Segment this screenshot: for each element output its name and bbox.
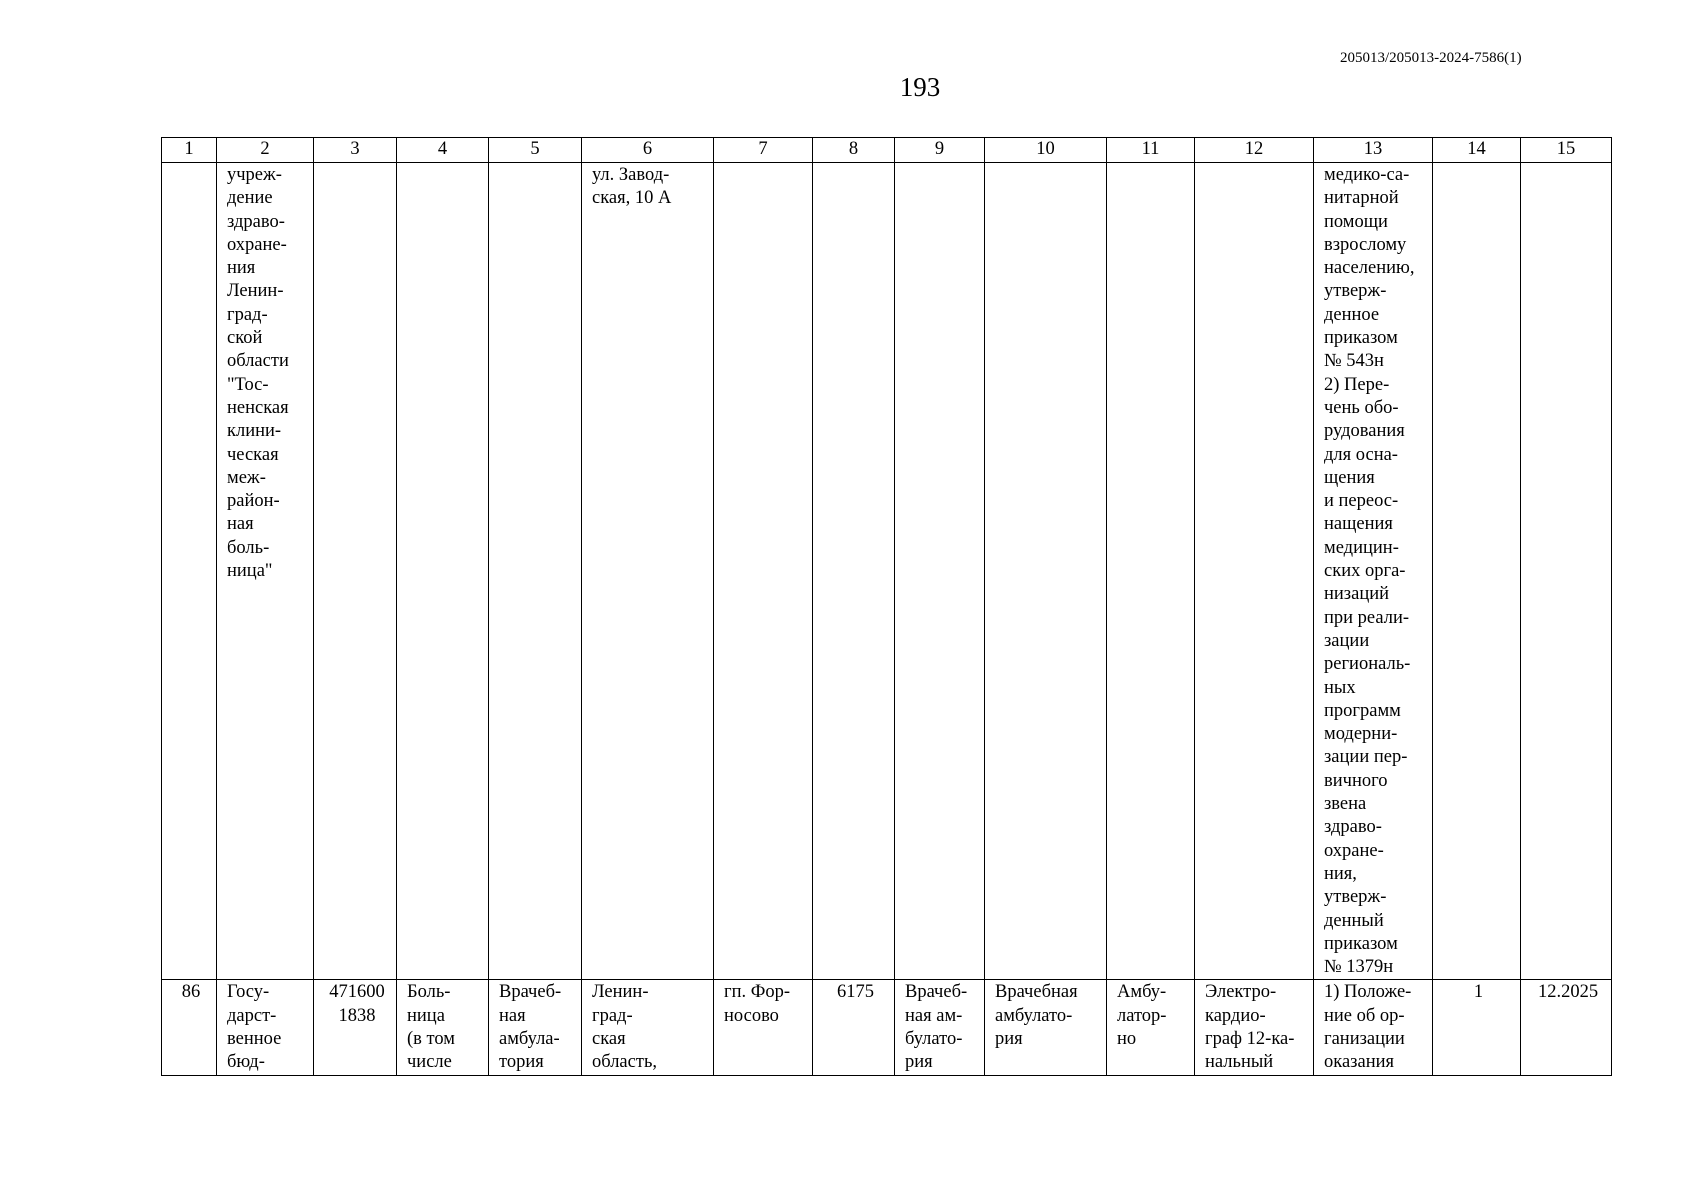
table-cell-code: 471600 1838 (314, 980, 397, 1075)
table-cell (489, 163, 582, 980)
column-header: 10 (985, 138, 1107, 163)
table-cell-basis: медико-са- нитарной помощи взрослому населению, утверж- денное приказом № 543н 2) Пере- чень обо- рудования для осна- щения и переос- нащения медицин- ских орга- низаций при реали- зации региональ- ных программ модерни- зации пер- вичного звена здраво- охране- ния, утверж- денный приказом № 1379н (1314, 163, 1433, 980)
column-header: 1 (162, 138, 217, 163)
table-cell: 6175 (813, 980, 895, 1075)
table-cell-address: Ленин- град- ская область, (582, 980, 714, 1075)
page-number: 193 (899, 72, 941, 102)
table-row-86 (162, 980, 1612, 1075)
table-cell-equipment: Электро- кардио- граф 12-ка- нальный (1195, 980, 1314, 1075)
column-header: 15 (1521, 138, 1612, 163)
column-header: 7 (714, 138, 813, 163)
table-cell: гп. Фор- носово (714, 980, 813, 1075)
column-header: 13 (1314, 138, 1433, 163)
table-row-continued (162, 163, 1612, 980)
table-cell: Амбу- латор- но (1107, 980, 1195, 1075)
table-cell: Боль- ница (в том числе (397, 980, 489, 1075)
table-cell-organization: Госу- дарст- венное бюд- (217, 980, 314, 1075)
data-table (161, 137, 1612, 1076)
table-cell-number: 86 (162, 980, 217, 1075)
table-cell-basis: 1) Положе- ние об ор- ганизации оказания (1314, 980, 1433, 1075)
table-cell (314, 163, 397, 980)
column-header: 14 (1433, 138, 1521, 163)
table-cell: Врачебная амбулато- рия (985, 980, 1107, 1075)
table-cell-address: ул. Завод- ская, 10 А (582, 163, 714, 980)
table-cell (1195, 163, 1314, 980)
column-header: 12 (1195, 138, 1314, 163)
table-cell: Врачеб- ная ам- булато- рия (895, 980, 985, 1075)
column-header: 4 (397, 138, 489, 163)
table-cell-quantity: 1 (1433, 980, 1521, 1075)
table-cell (1433, 163, 1521, 980)
table-cell (397, 163, 489, 980)
table-cell (1107, 163, 1195, 980)
column-header: 2 (217, 138, 314, 163)
table-cell-date: 12.2025 (1521, 980, 1612, 1075)
column-header: 3 (314, 138, 397, 163)
table-cell-organization: учреж- дение здраво- охране- ния Ленин- град- ской области "Тос- ненская клини- ческая меж- район- ная боль- ница" (217, 163, 314, 980)
table-cell (162, 163, 217, 980)
column-header: 5 (489, 138, 582, 163)
document-reference-number: 205013/205013-2024-7586(1) (1340, 50, 1522, 66)
column-number-header-row (162, 138, 1612, 163)
table-cell (1521, 163, 1612, 980)
table-cell: Врачеб- ная амбула- тория (489, 980, 582, 1075)
column-header: 9 (895, 138, 985, 163)
column-header: 11 (1107, 138, 1195, 163)
table-cell (813, 163, 895, 980)
column-header: 6 (582, 138, 714, 163)
table-cell (895, 163, 985, 980)
column-header: 8 (813, 138, 895, 163)
table-cell (985, 163, 1107, 980)
table-cell (714, 163, 813, 980)
